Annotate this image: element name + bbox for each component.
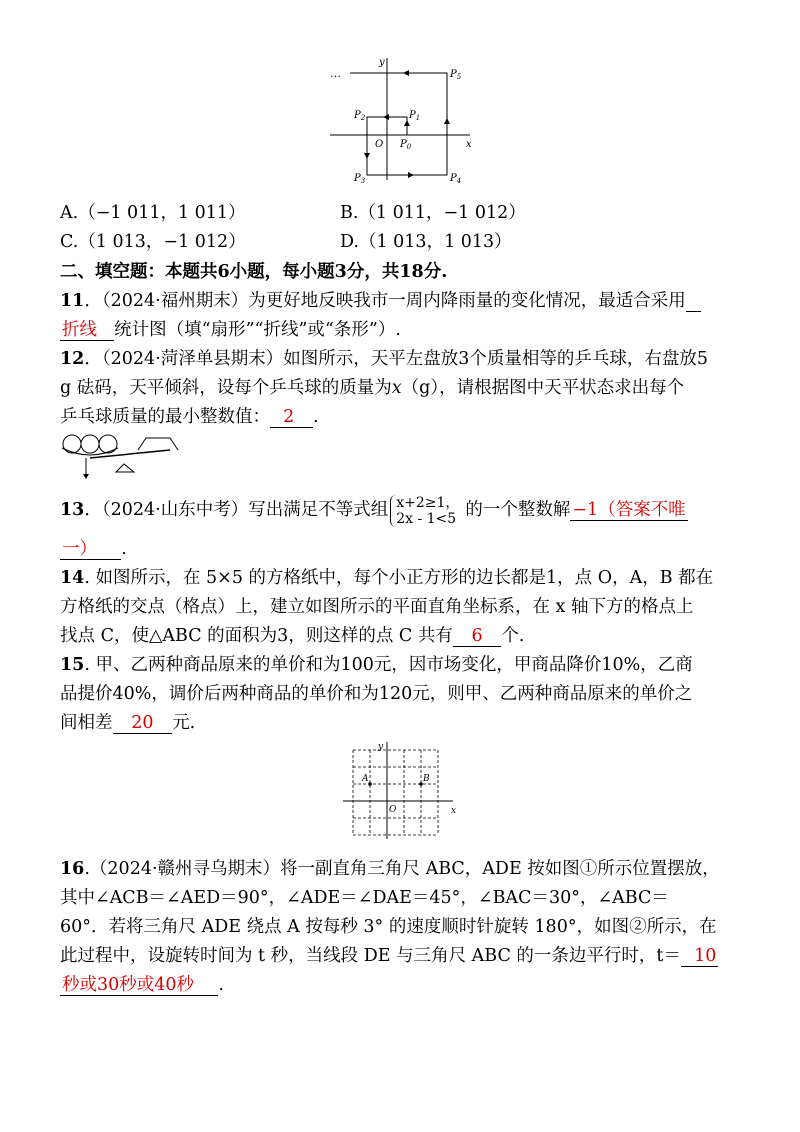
svg-text:P3: $P_3$ [354,173,366,185]
x-axis-label: x [466,139,472,150]
q14-line1: 14. 如图所示，在 5×5 的方格纸中，每个小正方形的边长都是1，点 O，A，B 都在 [60,568,714,588]
option-b: B.（1 011，−1 012） [340,203,526,223]
q11-answer: 折线 [62,320,97,340]
q12-line3: 乒乓球质量的最小整数值： 2 . [60,407,319,427]
q14-line3: 找点 C，使△ABC 的面积为3，则这样的点 C 共有 6 个. [60,626,525,646]
option-c: C.（1 013，−1 012） [60,232,246,252]
ellipsis-label: … [330,67,341,80]
y-axis-label: y [379,57,385,68]
grid-point-a-label: A [362,774,369,784]
grid-figure [338,740,463,840]
q16-line4: 此过程中，设旋转时间为 t 秒，当线段 DE 与三角尺 ABC 的一条边平行时，t＝ 10 [60,946,717,966]
spiral-path-figure [320,55,490,190]
svg-text:P1: $P_1$ [409,110,421,122]
svg-text:P2: $P_2$ [354,110,366,122]
balance-scale-figure [58,432,198,480]
q16-answer-part1: 10 [694,946,717,966]
q16-line1: 16.（2024·赣州寻乌期末）将一副直角三角尺 ABC，ADE 按如图①所示位置摆放， [60,859,720,879]
q13-line2: 一） . [62,539,127,559]
svg-text:P4: $P_4$ [450,173,462,185]
svg-text:P0: $P_0$ [400,139,412,151]
q13-answer-part2: 一） [62,539,97,559]
q16-line2: 其中∠ACB＝∠AED＝90°，∠ADE＝∠DAE＝45°，∠BAC＝30°，∠ABC＝ [60,888,669,908]
origin-label: O [375,139,384,150]
q12-line1: 12．（2024·菏泽单县期末）如图所示，天平左盘放3个质量相等的乒乓球，右盘放5 [60,349,708,369]
q11-line2: 折线 统计图（填“扇形”“折线”或“条形”）. [62,320,401,340]
grid-origin-label: O [389,805,397,815]
grid-y-label: y [378,742,384,752]
q12-line2: g 砝码，天平倾斜，设每个乒乓球的质量为x（g），请根据图中天平状态求出每个 [60,378,685,398]
q15-answer: 20 [131,713,154,733]
q15-line3: 间相差 20 元. [60,713,196,733]
grid-x-label: x [451,806,457,816]
q12-answer: 2 [283,407,295,427]
q16-line3: 60°．若将三角尺 ADE 绕点 A 按每秒 3° 的速度顺时针旋转 180°，如图②所示，在 [60,917,717,937]
q13-answer-part1: −1（答案不唯 [572,500,686,520]
svg-text:P5: $P_5$ [450,69,462,81]
q11-line1: 11．（2024·福州期末）为更好地反映我市一周内降雨量的变化情况，最适合采用 [60,288,701,314]
q15-line1: 15. 甲、乙两种商品原来的单价和为100元，因市场变化，甲商品降价10%，乙商 [60,655,693,675]
q14-answer: 6 [471,626,483,646]
q16-answer-part2: 秒或30秒或40秒 [62,975,195,995]
q16-line5: 秒或30秒或40秒 . [62,975,224,995]
section-heading: 二、填空题：本题共6小题，每小题3分，共18分. [60,262,448,282]
option-a: A.（−1 011，1 011） [60,203,246,223]
q13-line1: 13．（2024·山东中考）写出满足不等式组 x+2≥1， 2x - 1<5 的一个整数解 −1（答案不唯 [60,494,686,527]
q15-line2: 品提价40%，调价后两种商品的单价和为120元，则甲、乙两种商品原来的单价之 [60,684,693,704]
q14-line2: 方格纸的交点（格点）上，建立如图所示的平面直角坐标系，在 x 轴下方的格点上 [60,597,694,617]
grid-point-b-label: B [423,774,430,784]
option-d: D.（1 013，1 013） [340,232,512,252]
